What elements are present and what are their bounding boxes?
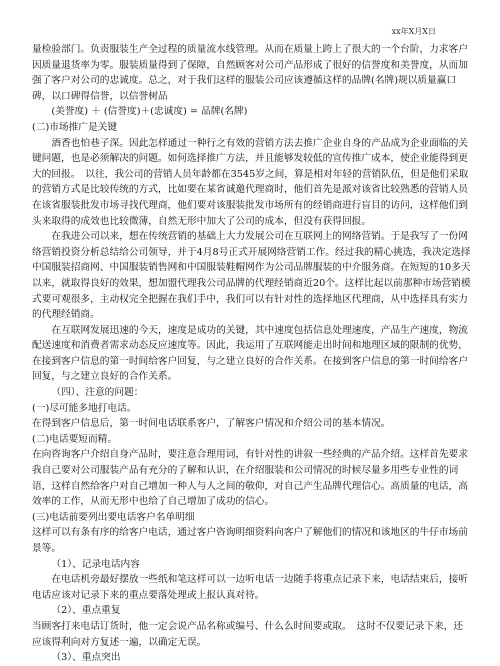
paragraph: （四）、注意的问题：: [51, 387, 144, 399]
paragraph: 在得到客户信息后，第一时间电话联系客户，了解客户情况和介绍公司的基本情况。: [32, 418, 391, 430]
paragraph: (二)市场推广是关键: [32, 121, 118, 133]
paragraph: 酒香也怕巷子深。因此怎样通过一种行之有效的营销方法去推广企业自身的产品成为企业面临的关键问题，也是必须解决的问题。如何选择推广方法，并且能够发较低的宣传推广成本，使企业能得到更大的回报。 以往，我公司的营销人员年龄都在3545岁之间，算是相对年轻的营销队伍，但是他们采取的营销方式是比较传统的方式，比如要在某省诚邀代理商时，他们首先是派对该省比较熟悉的营销人员在该省服装批发市场寻找代理商，他们要对该服装批发市场所有的经销商进行盲目的访问，这样他们到头来取得的成效也比较微薄，自然无形中加大了公司的成本，但没有获得回报。: [32, 137, 469, 227]
paragraph: 当顾客打来电话订货时，他一定会说产品名称或编号、什么么时间要或取。 这时不仅要记录下来，还应该得利向对方复述一遍，以确定无误。: [32, 620, 464, 648]
paragraph: 在向咨询客户介绍自身产品时，要注意合理用词，有针对性的讲叙一些经典的产品介绍。这样首先要求我自己要对公司服装产品有充分的了解和认识，在介绍服装和公司情况的时候尽量多用些专业性的词语，这样自然给客户对自己增加一种人与人之间的敬仰，对自己产生品牌代理信心。高质量的电话，高效率的工作，从而无形中也给了自己增加了成功的信心。: [32, 449, 468, 508]
paragraph: (一)尽可能多地打电话。: [32, 402, 137, 414]
paragraph: （1）、记录电话内容: [51, 558, 140, 570]
paragraph: (美誉度) ＋ (信誉度)＋(忠诚度) = 品牌(名牌): [51, 106, 248, 118]
paragraph: 这样可以有条有序的给客户电话，通过客户咨询明细资料向客户了解他们的情况和该地区的牛仔市场前景等。: [32, 527, 468, 554]
paragraph: 在我进公司以来，想在传统营销的基础上大力发展公司在互联网上的网络营销。于是我写了一份网络营销投资分析总结给公司领导，并于4月8号正式开展网络营销工作。经过我的精心挑选，我决定选择中国服装招商网、中国服装销售网和中国服装鞋帽网作为公司品牌服装的中介服务商。在短短的10多天以来，就取得良好的效果，想加盟代理我公司品牌的代理经销商近20个。这样比起以前那种市场营销模式要可观很多，主动权完全把握在我们手中，我们可以有针对性的选择地区代理商，从中选择具有实力的代理经销商。: [32, 231, 471, 321]
paragraph: (二)电话要短而精。: [32, 433, 118, 445]
paragraph: （2）、重点重复: [51, 605, 121, 617]
document-body: [32, 42, 472, 666]
paragraph: 在电话机旁最好摆放一些纸和笔这样可以一边听电话一边随手将重点记录下来，电话结束后，接听电话应该对记录下来的重点要落处理或上报认真对待。: [32, 574, 468, 601]
paragraph: 在互联网发展迅速的今天，速度是成功的关键，其中速度包括信息处理速度，产品生产速度，物流配送速度和消费者需求动态反应速度等。因此，我运用了互联网能走出时间和地理区域的限制的优势，在接到客户信息的第一时间给客户回复，与之建立良好的合作关系。在接到客户信息的第一时间给客户回复，与之建立良好的合作关系。: [32, 324, 468, 383]
paragraph: 量检验部门。负责服装生产全过程的质量流水线管理。从而在质量上跨上了很大的一个台阶，力求客户因质量退货率为零。服装质量得到了保障，自然顾客对公司产品形成了很好的信誉度和美誉度，从而加强了客户对公司的忠诚度。总之，对于我们这样的服装公司应该遵循这样的品牌(名牌)规以质量赢口碑，以口碑得信誉，以信誉树品: [32, 44, 468, 102]
page-date: xx年X月X日: [391, 27, 436, 36]
paragraph: （3）、重点突出: [51, 652, 121, 664]
paragraph: (三)电话前要列出要电话客户名单明细: [32, 511, 195, 523]
